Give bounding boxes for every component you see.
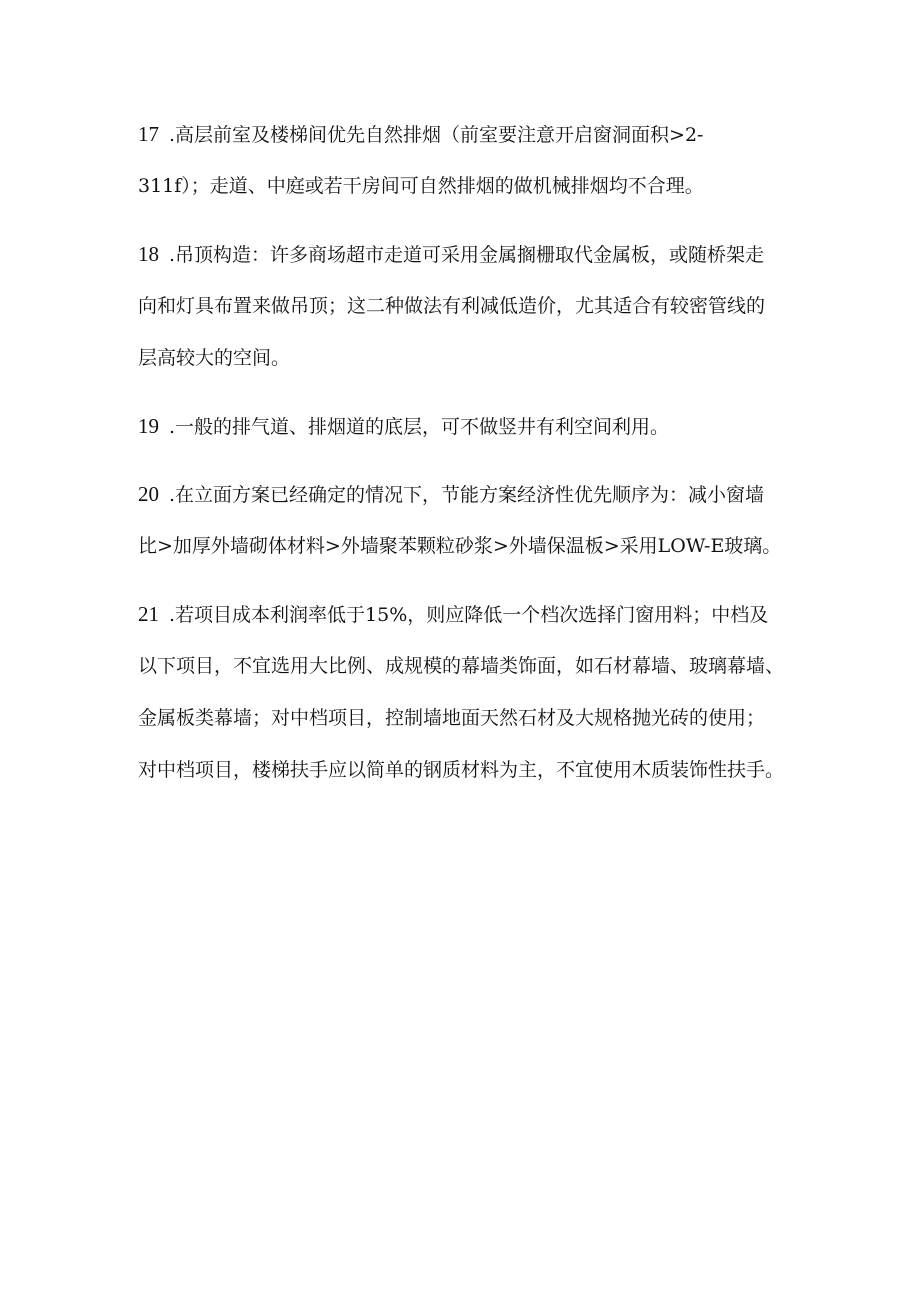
item-number: 17	[138, 122, 159, 146]
item-text: .吊顶构造：许多商场超市走道可采用金属搁栅取代金属板，或随桥架走	[169, 244, 765, 266]
item-line	[138, 588, 808, 640]
item-text: .在立面方案已经确定的情况下，节能方案经济性优先顺序为：减小窗墙	[169, 484, 765, 506]
item-line: 比>加厚外墙砌体材料>外墙聚苯颗粒砂浆>外墙保温板>采用LOW-E玻璃。	[138, 535, 782, 557]
item-number: 18	[138, 242, 159, 266]
list-item-20	[138, 468, 808, 572]
document-body	[138, 108, 808, 812]
item-line: 金属板类幕墙；对中档项目，控制墙地面天然石材及大规格抛光砖的使用；	[138, 707, 766, 729]
list-item-17	[138, 108, 808, 212]
list-item-18	[138, 228, 808, 384]
item-number: 19	[138, 414, 159, 438]
item-line	[138, 108, 808, 160]
item-text: .一般的排气道、排烟道的底层，可不做竖井有利空间利用。	[169, 416, 670, 438]
item-line	[138, 228, 808, 280]
item-line: 向和灯具布置来做吊顶；这二种做法有利减低造价，尤其适合有较密管线的	[138, 295, 766, 317]
item-line	[138, 468, 808, 520]
item-text: .若项目成本利润率低于15%，则应降低一个档次选择门窗用料；中档及	[169, 604, 769, 626]
list-item-21	[138, 588, 808, 796]
item-text: .高层前室及楼梯间优先自然排烟（前室要注意开启窗洞面积>2-	[169, 124, 704, 146]
item-line: 层高较大的空间。	[138, 347, 291, 369]
item-line: 以下项目，不宜选用大比例、成规模的幕墙类饰面，如石材幕墙、玻璃幕墙、	[138, 655, 785, 677]
item-number: 21	[138, 602, 159, 626]
item-line: 311f）；走道、中庭或若干房间可自然排烟的做机械排烟均不合理。	[138, 175, 704, 197]
item-line: 对中档项目，楼梯扶手应以简单的钢质材料为主，不宜使用木质装饰性扶手。	[138, 759, 785, 781]
item-line	[138, 400, 808, 452]
list-item-19	[138, 400, 808, 452]
item-number: 20	[138, 482, 159, 506]
